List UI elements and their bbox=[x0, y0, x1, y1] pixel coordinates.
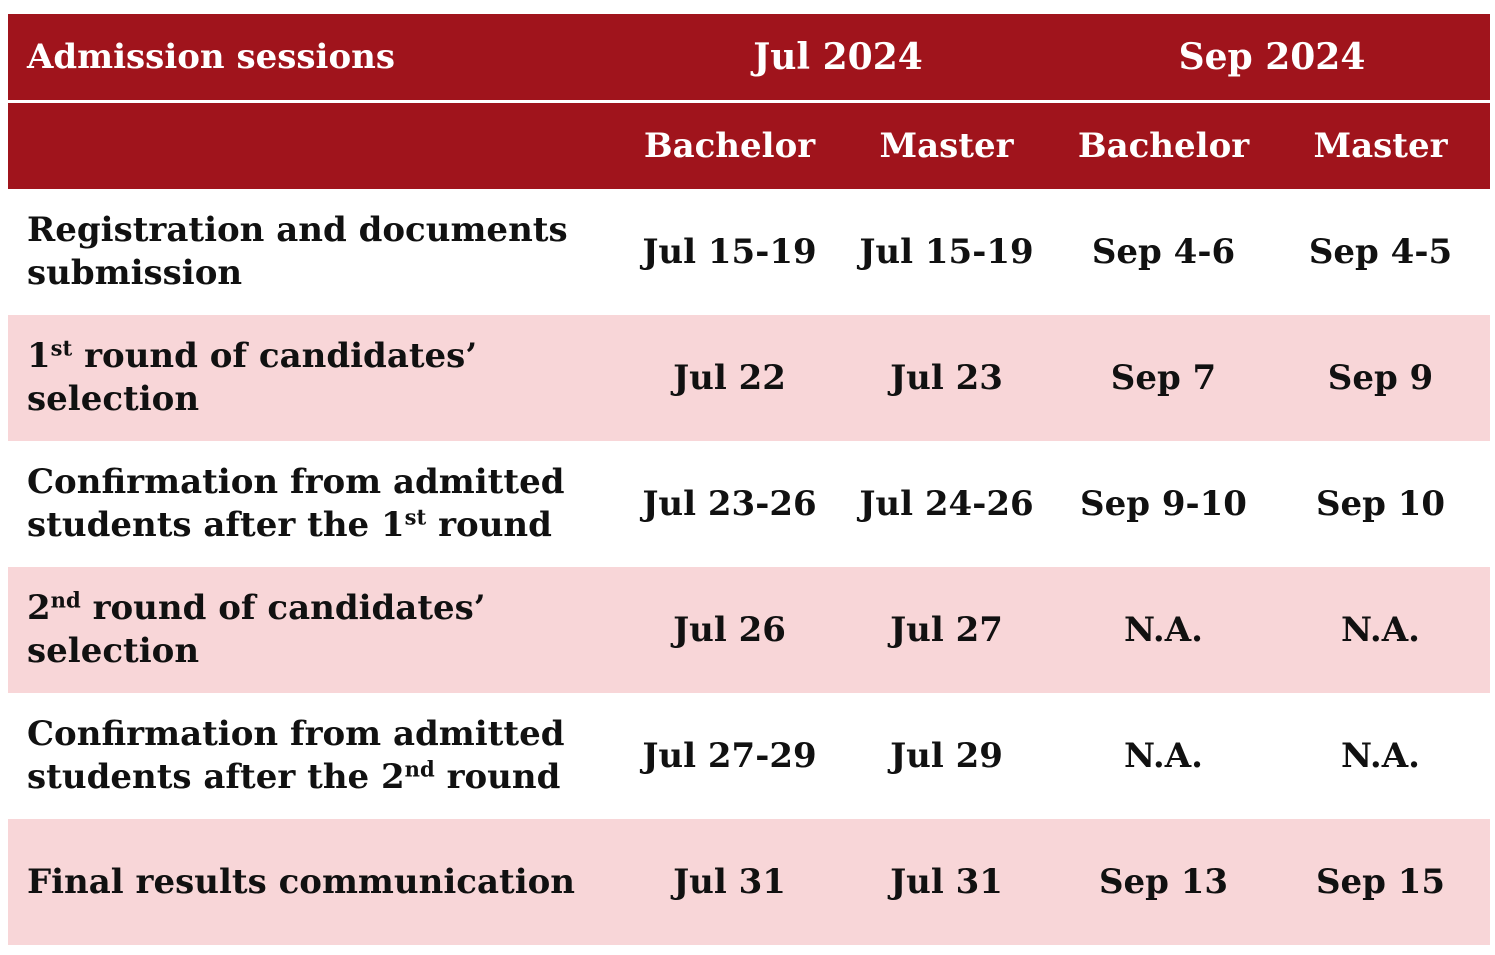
date-cell: Jul 23-26 bbox=[642, 484, 817, 524]
row-label-text: round bbox=[434, 757, 561, 797]
row-label-text: round of candidates’ selection bbox=[27, 336, 478, 419]
ordinal-suffix: nd bbox=[50, 587, 81, 613]
date-cell: Sep 10 bbox=[1315, 484, 1446, 524]
header-row-programs bbox=[8, 103, 1490, 189]
program-header: Master bbox=[1313, 126, 1448, 166]
ordinal-suffix: nd bbox=[404, 756, 435, 782]
row-label-text: round of candidates’ selection bbox=[27, 588, 486, 671]
session-sep-2024: Sep 2024 bbox=[1178, 36, 1366, 78]
date-cell: Jul 22 bbox=[673, 358, 786, 398]
date-cell: Sep 9 bbox=[1327, 358, 1434, 398]
date-cell: Sep 4-5 bbox=[1308, 232, 1453, 272]
table-row bbox=[8, 441, 1490, 567]
date-cell: Jul 31 bbox=[890, 862, 1003, 902]
date-cell: Jul 27 bbox=[890, 610, 1003, 650]
date-cell: Jul 15-19 bbox=[859, 232, 1034, 272]
table-row bbox=[8, 567, 1490, 693]
table-row bbox=[8, 315, 1490, 441]
program-header: Bachelor bbox=[643, 126, 816, 166]
date-cell: Jul 15-19 bbox=[642, 232, 817, 272]
row-label-text: Confirmation from admitted students after the 2 bbox=[27, 714, 565, 797]
program-header: Bachelor bbox=[1077, 126, 1250, 166]
date-cell: Sep 15 bbox=[1315, 862, 1446, 902]
date-cell: Jul 29 bbox=[890, 736, 1003, 776]
date-cell: Jul 27-29 bbox=[642, 736, 817, 776]
row-label: Final results communication bbox=[27, 861, 576, 902]
table-row bbox=[8, 819, 1490, 945]
row-label-text: Confirmation from admitted students after the 1 bbox=[27, 462, 565, 545]
date-cell: Sep 4-6 bbox=[1091, 232, 1236, 272]
date-cell: N.A. bbox=[1124, 736, 1203, 776]
table-row bbox=[8, 189, 1490, 315]
ordinal-suffix: st bbox=[50, 335, 73, 361]
program-header: Master bbox=[879, 126, 1014, 166]
date-cell: N.A. bbox=[1124, 610, 1203, 650]
ordinal-suffix: st bbox=[404, 504, 427, 530]
row-label-text: 1 bbox=[27, 336, 51, 376]
date-cell: Jul 23 bbox=[890, 358, 1003, 398]
date-cell: Jul 24-26 bbox=[859, 484, 1034, 524]
session-jul-2024: Jul 2024 bbox=[753, 36, 923, 78]
admission-schedule-table bbox=[8, 14, 1490, 945]
row-label: Registration and documents submission bbox=[27, 210, 568, 293]
date-cell: Sep 13 bbox=[1098, 862, 1229, 902]
date-cell: N.A. bbox=[1341, 736, 1420, 776]
date-cell: Jul 26 bbox=[673, 610, 786, 650]
row-label bbox=[8, 587, 621, 673]
row-label bbox=[8, 713, 621, 799]
table-row bbox=[8, 693, 1490, 819]
date-cell: N.A. bbox=[1341, 610, 1420, 650]
row-label bbox=[8, 461, 621, 547]
table-title: Admission sessions bbox=[27, 36, 395, 77]
row-label-text: 2 bbox=[27, 588, 51, 628]
header-row-sessions bbox=[8, 14, 1490, 100]
row-label bbox=[8, 335, 621, 421]
date-cell: Sep 7 bbox=[1110, 358, 1217, 398]
row-label-text: round bbox=[426, 505, 552, 545]
date-cell: Sep 9-10 bbox=[1080, 484, 1247, 524]
date-cell: Jul 31 bbox=[673, 862, 786, 902]
